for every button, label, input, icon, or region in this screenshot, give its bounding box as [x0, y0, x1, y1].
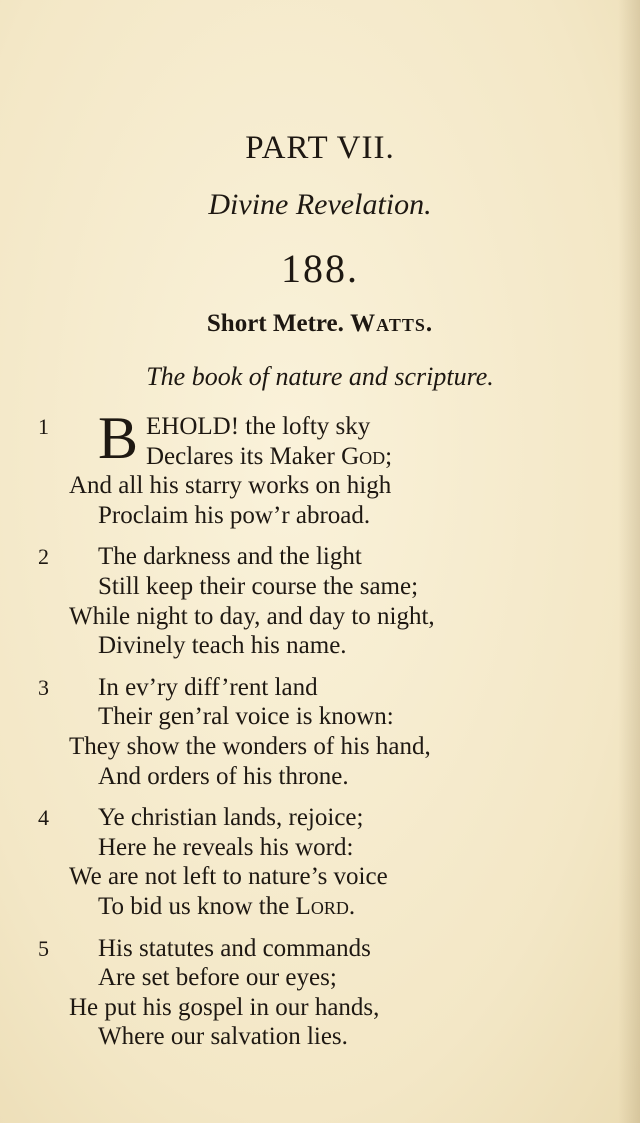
stanza-line-text: To bid us know the Lord. [98, 892, 356, 920]
hymn-text [0, 405, 640, 1064]
stanza-line [0, 542, 640, 572]
stanza-line [0, 803, 640, 833]
meter-line [0, 310, 640, 338]
stanza-line-text: Ye christian lands, rejoice; [98, 804, 364, 832]
stanza-line [0, 732, 640, 762]
stanza-line [0, 934, 640, 964]
stanza-line [0, 631, 640, 661]
stanza-line-text: Proclaim his pow’r abroad. [98, 501, 371, 529]
stanza-line [0, 963, 640, 993]
section-title: Divine Revelation. [208, 188, 432, 221]
stanza-number: 5 [38, 935, 49, 961]
stanza-line [0, 501, 640, 531]
stanza-line [0, 892, 640, 922]
stanza-line-text: Where our salvation lies. [98, 1023, 348, 1051]
stanza-line [0, 993, 640, 1023]
stanza-line [0, 762, 640, 792]
stanza-line-text: Divinely teach his name. [98, 632, 347, 660]
stanza-line-text: In ev’ry diff’rent land [98, 673, 318, 701]
part-title: PART VII. [245, 130, 395, 166]
stanza-line-text: Here he reveals his word: [98, 833, 354, 861]
stanza-line [0, 862, 640, 892]
drop-cap: B [98, 405, 139, 471]
stanza-line [0, 602, 640, 632]
stanza-2 [0, 542, 640, 660]
divine-name: God [341, 442, 386, 470]
stanza-line-text: Are set before our eyes; [98, 964, 337, 992]
stanza-line-text: We are not left to nature’s voice [69, 863, 388, 891]
stanza-line [0, 572, 640, 602]
author-name: Watts. [350, 310, 434, 337]
stanza-line-text: They show the wonders of his hand, [69, 732, 431, 760]
stanza-line-text: Their gen’ral voice is known: [98, 703, 394, 731]
hymn-subtitle: The book of nature and scripture. [146, 362, 494, 391]
stanza-line [0, 673, 640, 703]
divine-name: Lord [295, 892, 349, 920]
stanza-number: 4 [38, 805, 49, 831]
stanza-line-text: And orders of his throne. [98, 762, 349, 790]
stanza-line-text: The darkness and the light [98, 543, 362, 571]
stanza-line [0, 471, 640, 501]
stanza-5 [0, 934, 640, 1052]
stanza-line [0, 442, 640, 472]
stanza-number: 3 [38, 674, 49, 700]
stanza-line-text: His statutes and commands [98, 934, 371, 962]
stanza-line-text: Still keep their course the same; [98, 572, 419, 600]
stanza-line [0, 702, 640, 732]
stanza-4 [0, 803, 640, 921]
stanza-number: 1 [38, 414, 49, 439]
stanza-line [0, 1022, 640, 1052]
stanza-line-text: Declares its Maker God; [146, 442, 393, 470]
stanza-line-text: He put his gospel in our hands, [69, 993, 380, 1021]
meter-label: Short Metre. [206, 310, 344, 337]
stanza-line [0, 833, 640, 863]
stanza-line-text: And all his starry works on high [69, 472, 392, 500]
hymn-number: 188. [281, 246, 359, 291]
stanza-1 [0, 405, 640, 530]
stanza-line-text: EHOLD! the lofty sky [146, 413, 371, 440]
stanza-number: 2 [38, 544, 49, 570]
stanza-3 [0, 673, 640, 791]
stanza-line-text: While night to day, and day to night, [69, 602, 435, 630]
